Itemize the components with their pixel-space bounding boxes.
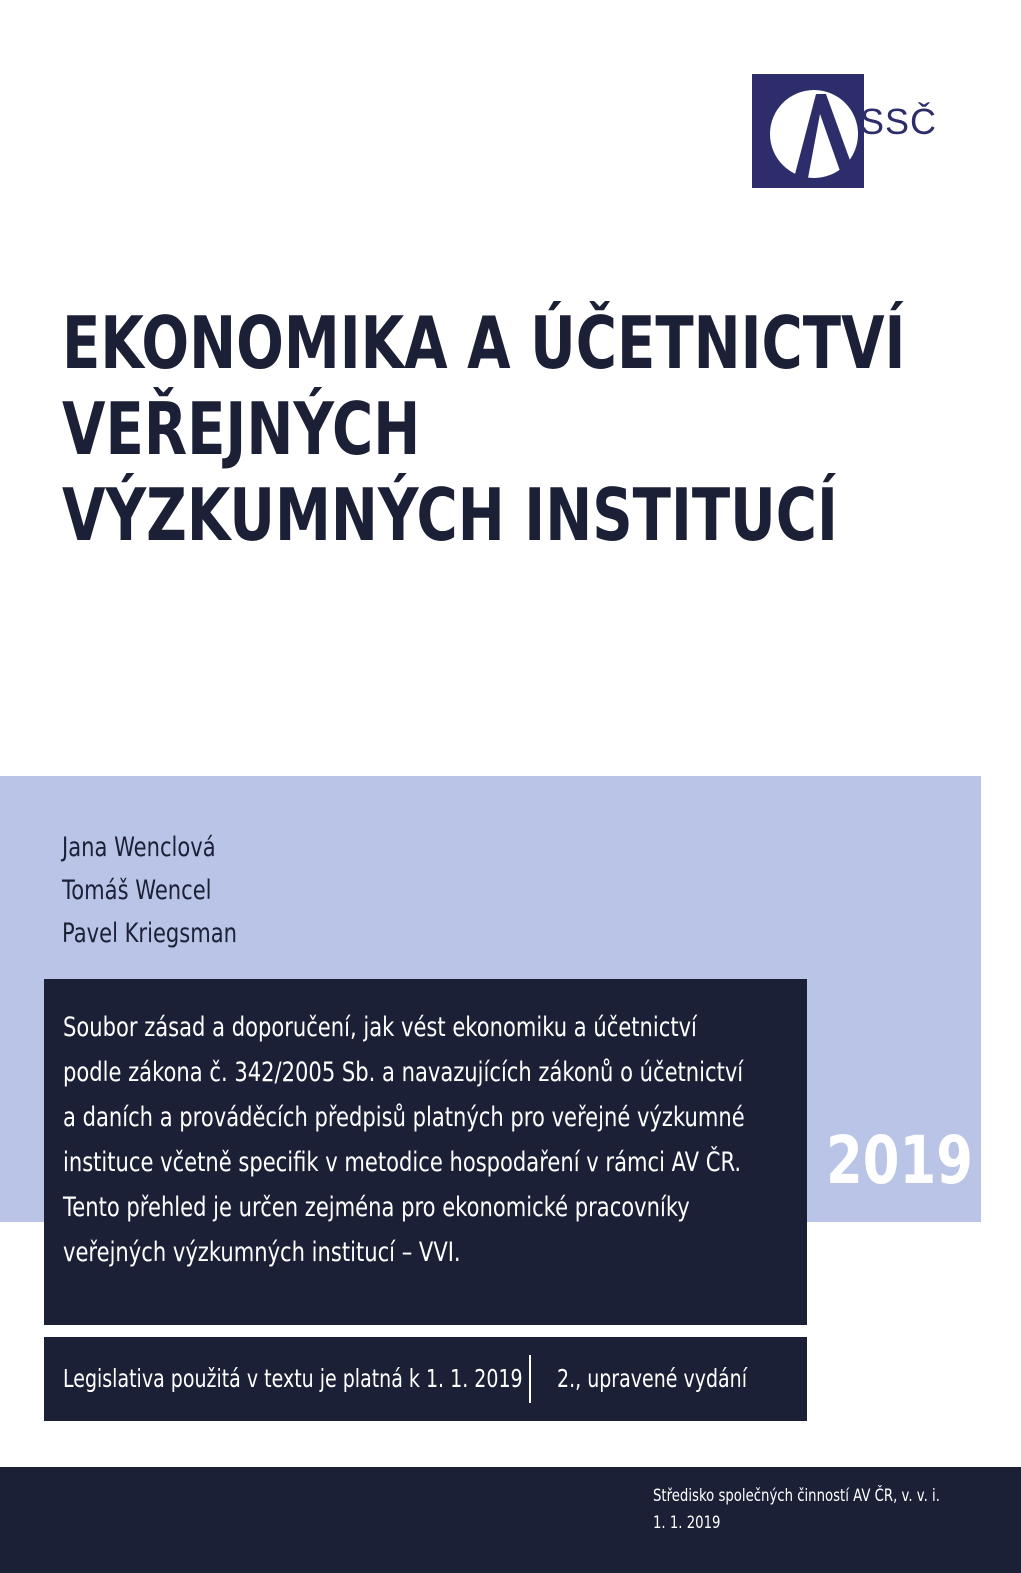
logo-lambda-icon <box>752 74 864 188</box>
description-line: veřejných výzkumných institucí – VVI. <box>63 1237 461 1268</box>
author-name: Pavel Kriegsman <box>62 918 238 949</box>
description-line: a daních a prováděcích předpisů platných pro veřejné výzkumné <box>63 1102 745 1133</box>
description-line: podle zákona č. 342/2005 Sb. a navazujících zákonů o účetnictví <box>63 1057 744 1088</box>
description-line: Tento přehled je určen zejména pro ekonomické pracovníky <box>63 1192 690 1223</box>
logo-mark <box>752 74 864 188</box>
legislation-divider <box>529 1355 531 1403</box>
legislation-strip <box>44 1337 807 1421</box>
description-line: Soubor zásad a doporučení, jak vést ekonomiku a účetnictví <box>63 1012 697 1043</box>
publication-date: 1. 1. 2019 <box>653 1513 721 1533</box>
title-line-3: VÝZKUMNÝCH INSTITUCÍ <box>62 473 838 557</box>
description-line: instituce včetně specifik v metodice hospodaření v rámci AV ČR. <box>63 1147 742 1178</box>
footer-bar <box>0 1467 1021 1573</box>
author-name: Jana Wenclová <box>62 832 216 863</box>
ssc-logo <box>752 74 944 188</box>
title-line-1: EKONOMIKA A ÚČETNICTVÍ <box>62 301 906 385</box>
title-line-2: VEŘEJNÝCH <box>62 387 421 471</box>
description-box <box>44 979 807 1325</box>
footer-text <box>653 1483 940 1537</box>
book-title <box>62 300 905 558</box>
publisher-name: Středisko společných činností AV ČR, v. v. i. <box>653 1486 940 1506</box>
edition-label: 2., upravené vydání <box>557 1364 747 1393</box>
author-list <box>62 826 237 955</box>
edition-year: 2019 <box>826 1122 973 1199</box>
description-text <box>63 1005 765 1275</box>
author-name: Tomáš Wencel <box>62 875 212 906</box>
legislation-validity: Legislativa použitá v textu je platná k 1. 1. 2019 <box>63 1364 523 1393</box>
logo-text: SSČ <box>860 101 938 142</box>
